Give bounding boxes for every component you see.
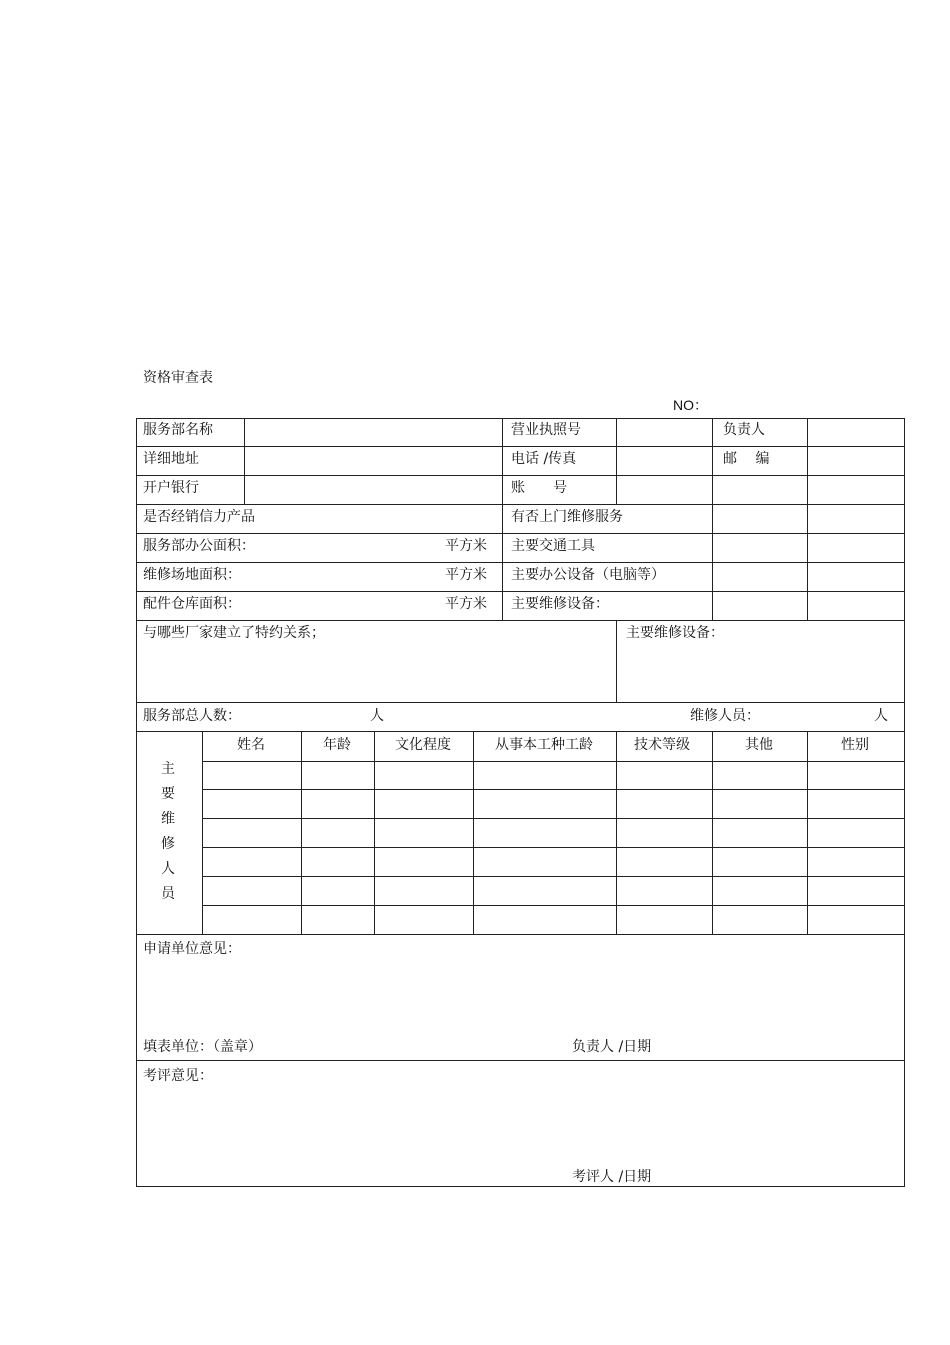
office-area-unit: 平方米 — [445, 538, 487, 554]
postcode-label: 邮 编 — [723, 451, 770, 467]
phone-fax-field[interactable] — [617, 447, 711, 475]
business-license-field[interactable] — [617, 419, 711, 446]
header-other: 其他 — [745, 737, 773, 753]
bank-label: 开户银行 — [143, 480, 199, 496]
header-gender: 性别 — [841, 737, 869, 753]
reviewer-sign-date-label: 考评人 /日期 — [572, 1169, 652, 1185]
account-label: 账 号 — [511, 480, 567, 496]
onsite-service-field[interactable] — [713, 505, 806, 533]
office-equipment-label: 主要办公设备（电脑等） — [511, 567, 665, 583]
repair-area-label: 维修场地面积： — [143, 567, 241, 583]
service-dept-name-label: 服务部名称 — [143, 422, 213, 438]
form-title: 资格审查表 — [143, 370, 213, 386]
account-field[interactable] — [617, 476, 711, 504]
header-tech-level: 技术等级 — [634, 737, 690, 753]
header-age: 年龄 — [323, 737, 351, 753]
transport-field[interactable] — [713, 534, 806, 562]
special-relations-label: 与哪些厂家建立了特约关系； — [143, 625, 325, 641]
business-license-label: 营业执照号 — [511, 422, 581, 438]
person-in-charge-label: 负责人 — [723, 422, 765, 438]
service-dept-name-field[interactable] — [245, 419, 501, 446]
distributor-question-label: 是否经销信力产品 — [143, 509, 255, 525]
office-area-label: 服务部办公面积： — [143, 538, 255, 554]
repair-equipment-field[interactable] — [713, 592, 806, 620]
bank-field[interactable] — [245, 476, 501, 504]
review-opinion-label: 考评意见： — [143, 1068, 213, 1084]
postcode-field[interactable] — [808, 447, 903, 475]
office-equipment-field[interactable] — [713, 563, 806, 591]
header-work-years: 从事本工种工龄 — [495, 737, 593, 753]
review-opinion-field[interactable] — [137, 1086, 903, 1161]
repair-staff-label: 维修人员： — [690, 708, 760, 724]
header-name: 姓名 — [237, 737, 265, 753]
warehouse-area-label: 配件仓库面积： — [143, 596, 241, 612]
transport-label: 主要交通工具 — [511, 538, 595, 554]
applicant-opinion-field[interactable] — [137, 960, 903, 1030]
main-repair-equipment-field[interactable] — [617, 621, 903, 702]
special-relations-field[interactable] — [137, 621, 615, 702]
repair-equipment-label: 主要维修设备： — [511, 596, 609, 612]
address-label: 详细地址 — [143, 451, 199, 467]
filling-unit-label: 填表单位：（盖章） — [143, 1039, 262, 1055]
form-number-label: NO： — [673, 397, 708, 413]
total-staff-label: 服务部总人数： — [143, 708, 241, 724]
total-staff-unit: 人 — [370, 708, 384, 724]
header-education: 文化程度 — [395, 737, 451, 753]
applicant-sign-date-label: 负责人 /日期 — [572, 1039, 652, 1055]
main-repair-staff-side-label: 主 要 维 修 人 员 — [161, 761, 175, 902]
person-in-charge-field[interactable] — [808, 419, 903, 446]
phone-fax-label: 电话 /传真 — [511, 451, 577, 467]
staff-table-rows[interactable] — [203, 762, 903, 933]
repair-staff-unit: 人 — [874, 708, 888, 724]
main-repair-equipment-label: 主要维修设备： — [626, 625, 724, 641]
address-field[interactable] — [245, 447, 501, 475]
applicant-opinion-label: 申请单位意见： — [143, 941, 241, 957]
warehouse-area-unit: 平方米 — [445, 596, 487, 612]
repair-area-unit: 平方米 — [445, 567, 487, 583]
onsite-service-label: 有否上门维修服务 — [511, 509, 623, 525]
